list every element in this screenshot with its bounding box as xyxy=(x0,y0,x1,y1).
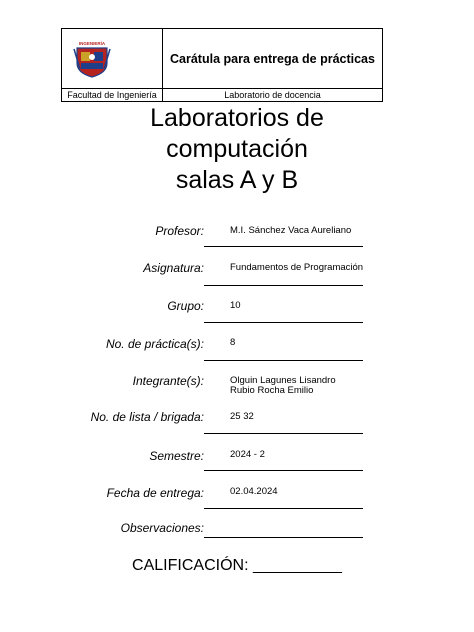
lista-label: No. de lista / brigada: xyxy=(90,410,204,424)
grupo-line xyxy=(204,322,363,323)
main-title-line-2: computación xyxy=(166,135,308,163)
document-title: Carátula para entrega de prácticas xyxy=(170,51,375,66)
practica-value: 8 xyxy=(230,337,236,348)
profesor-value: M.I. Sánchez Vaca Aureliano xyxy=(230,225,352,236)
semestre-line xyxy=(204,470,363,471)
observaciones-line xyxy=(204,537,363,538)
fecha-value: 02.04.2024 xyxy=(230,486,278,497)
semestre-label: Semestre: xyxy=(149,449,204,463)
header-table xyxy=(61,28,383,102)
lista-line xyxy=(204,433,363,434)
asignatura-value: Fundamentos de Programación xyxy=(230,262,364,273)
logo-cell xyxy=(62,29,163,88)
main-title-line-3: salas A y B xyxy=(175,166,299,194)
lista-value: 25 32 xyxy=(230,411,254,422)
asignatura-label: Asignatura: xyxy=(143,261,204,275)
faculty-name: Facultad de Ingeniería xyxy=(62,89,163,102)
faculty-logo xyxy=(72,39,112,79)
grade-label: CALIFICACIÓN: __________ xyxy=(132,557,342,574)
main-title-line-1: Laboratorios de xyxy=(150,104,324,132)
lab-name: Laboratorio de docencia xyxy=(224,90,321,100)
logo-text: INGENIERÍA xyxy=(78,41,106,46)
asignatura-line xyxy=(204,285,363,286)
fecha-label: Fecha de entrega: xyxy=(106,486,204,500)
fecha-line xyxy=(204,508,363,509)
practica-line xyxy=(204,360,363,361)
integrantes-value-1: Olguin Lagunes Lisandro xyxy=(230,375,336,386)
integrantes-value-2: Rubio Rocha Emilio xyxy=(230,385,314,396)
practica-label: No. de práctica(s): xyxy=(105,337,204,351)
grupo-label: Grupo: xyxy=(167,299,204,313)
observaciones-label: Observaciones: xyxy=(120,521,204,535)
profesor-line xyxy=(204,246,363,247)
profesor-label: Profesor: xyxy=(155,224,204,238)
main-title xyxy=(100,103,374,196)
grupo-value: 10 xyxy=(230,300,241,311)
integrantes-label: Integrante(s): xyxy=(132,374,204,388)
semestre-value: 2024 - 2 xyxy=(230,449,265,460)
